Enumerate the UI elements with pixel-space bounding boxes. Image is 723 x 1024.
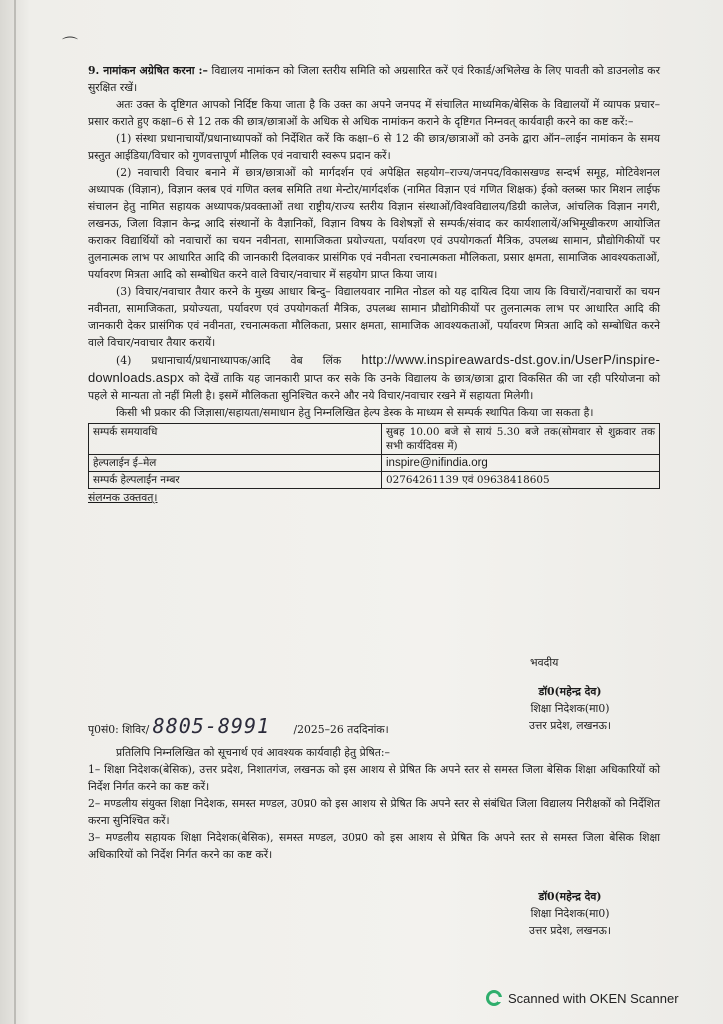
corner-mark: ⌒ xyxy=(62,35,79,54)
point-3: (3) विचार/नवाचार तैयार करने के मुख्य आधार बिन्दु– विद्यालयवार नामित नोडल को यह दायित्व दिया जाय कि विचारों/नवाचारों का चयन नवीनता, सामाजिकता, प्रयोज्यता, पर्यावरण एवं उपयोगकर्ता मैत्रिक, उपलब्ध सामान प्रौद्योगिकीयों पर तुलनात्मक लाभ पर आधारित आदि की जानकारी देकर प्रासंगिक एवं नवीनता, रचनात्मकता मौलिकता, प्रसार क्षमता, सामाजिक आवश्यकताओं, पर्यावरण मित्रता आदि को सम्बोधित करने वाले विचार/नवाचार तैयार करायें। xyxy=(88,285,660,349)
copy-list xyxy=(88,744,660,863)
scanner-label: Scanned with OKEN Scanner xyxy=(508,990,679,1006)
ref-number-handwritten: 8805-8991 xyxy=(152,714,271,738)
page-binding-edge xyxy=(14,0,16,1024)
oken-logo-icon xyxy=(486,990,502,1006)
copy-item: 2– मण्डलीय संयुक्त शिक्षा निदेशक, समस्त मण्डल, उ0प्र0 को इस आशय से प्रेषित कि अपने स्तर से संबंधित जिला विद्यालय निरीक्षकों को निर्देशित करना सुनिश्चित करें। xyxy=(88,797,660,827)
letter-body xyxy=(88,62,660,506)
helpdesk-table xyxy=(88,423,660,489)
point-4-suffix: को देखें ताकि यह जानकारी प्राप्त कर सके कि उनके विद्यालय के छात्र/छात्रा द्वारा विकसित की जा रही परियोजना को पहले से मान्यता तो नहीं मिली है। इसमें मौलिकता सुनिश्चित करने और नये विचार/नवाचार रखने में सहायता मिलेगी। xyxy=(88,372,660,402)
copy-item: 3– मण्डलीय सहायक शिक्षा निदेशक(बेसिक), समस्त मण्डल, उ0प्र0 को इस आशय से प्रेषित कि अपने स्तर से समस्त जिला बेसिक शिक्षा अधिकारियों को निर्देश निर्गत करने का कष्ट करें। xyxy=(88,831,660,861)
helpdesk-intro: किसी भी प्रकार की जिज्ञासा/सहायता/समाधान हेतु निम्नलिखित हेल्प डेस्क के माध्यम से सम्पर्क स्थापित किया जा सकता है। xyxy=(116,406,594,419)
para-9 xyxy=(88,62,660,96)
copy-item: 1– शिक्षा निदेशक(बेसिक), उत्तर प्रदेश, निशातगंज, लखनऊ को इस आशय से प्रेषित कि अपने स्तर से समस्त जिला बेसिक शिक्षा अधिकारियों को निर्देश निर्गत करने का कष्ट करें। xyxy=(88,763,660,793)
para-9-text: विद्यालय नामांकन को जिला स्तरीय समिति को अग्रसारित करें एवं रिकार्ड/अभिलेख के लिए पावती को डाउनलोड कर सुरक्षित रखें। xyxy=(88,64,660,94)
scanner-watermark xyxy=(486,990,679,1006)
signature-block-2 xyxy=(470,888,670,939)
signatory-title: शिक्षा निदेशक(मा0) xyxy=(530,702,610,715)
closing-text: भवदीय xyxy=(530,656,559,669)
point-2: (2) नवाचारी विचार बनाने में छात्र/छात्राओं को मार्गदर्शन एवं अपेक्षित सहयोग–राज्य/जनपद/विकासखण्ड सन्दर्भ समूह, मोटिवेशनल अध्यापक (विज्ञान), विज्ञान क्लब एवं गणित क्लब समिति तथा मेन्टोर/मार्गदर्शक (नामित विज्ञान एवं गणित शिक्षक) ईको क्लब्स फार मिशन लाईफ संचालन हेतु नामित सहायक अध्यापक/प्रवक्ताओं तथा राष्ट्रीय/राज्य स्तरीय विज्ञान संस्थाओं/विश्वविद्यालय/डिग्री कालेज, आंचलिक विज्ञान नगरी, लखनऊ, जिला विज्ञान केन्द्र आदि संस्थानों के वैज्ञानिकों, विज्ञान विषय के विशेषज्ञों से सम्पर्क/संवाद कर कार्यशालायें/अभिमूखीकरण आयोजित कराकर विद्यार्थियों को नवाचारों का चयन नवीनता, सामाजिकता प्रयोज्यता, पर्यावरण एवं उपयोगकर्ता मैत्रिक, उपलब्ध सामान, प्रौद्योगिकीयों पर तुलनात्मक लाभ पर आधारित आदि की जानकारी दिलवाकर प्रासंगिक एवं नवीनता रचनात्मकता मौलिकता, प्रसार क्षमता, सामाजिक आवश्यकताओं, पर्यावरण मित्रता आदि को सम्बोधित करने वाले विचार/नवाचार में सहयोग प्राप्त किया जाय। xyxy=(88,166,660,281)
intro-paragraph: अतः उक्त के दृष्टिगत आपको निर्दिष्ट किया जाता है कि उक्त का अपने जनपद में संचालित माध्यमिक/बेसिक के विद्यालयों में व्यापक प्रचार–प्रसार कराते हुए कक्षा–6 से 12 तक की छात्र/छात्राओं के अधिक से अधिक नामांकन कराने के दृष्टिगत निम्नवत् कार्यवाही करने का कष्ट करें:– xyxy=(88,98,660,128)
inspire-downloads-link[interactable]: http://www.inspireawards-dst.gov.in/UserP/inspire-downloads.aspx xyxy=(88,352,660,385)
point-4 xyxy=(88,351,660,404)
signatory-title: शिक्षा निदेशक(मा0) xyxy=(530,907,610,920)
ref-suffix: /2025–26 तददिनांक। xyxy=(293,723,389,736)
signatory-name: डॉ0(महेन्द्र देव) xyxy=(538,890,602,903)
helpdesk-label: हेल्पलाईन ई–मेल xyxy=(89,455,382,472)
para-9-label: 9. नामांकन अग्रेषित करना :– xyxy=(88,64,208,77)
signatory-name: डॉ0(महेन्द्र देव) xyxy=(538,685,602,698)
point-1: (1) संस्था प्रधानाचार्यों/प्रधानाध्यापकों को निर्देशित करें कि कक्षा–6 से 12 की छात्र/छात्राओं को उनके द्वारा ऑन–लाईन नामांकन के समय प्रस्तुत आईडिया/विचार को गुणवत्तापूर्ण मौलिक एवं नवाचारी स्वरूप प्रदान करें। xyxy=(88,132,660,162)
table-row xyxy=(89,455,660,472)
copy-intro: प्रतिलिपि निम्नलिखित को सूचनार्थ एवं आवश्यक कार्यवाही हेतु प्रेषित:– xyxy=(116,746,390,759)
signatory-place: उत्तर प्रदेश, लखनऊ। xyxy=(528,719,612,732)
helpdesk-value: सुबह 10.00 बजे से सायं 5.30 बजे तक(सोमवार से शुक्रवार तक सभी कार्यदिवस में) xyxy=(382,424,660,455)
helpdesk-label: सम्पर्क हेल्पलाईन नम्बर xyxy=(89,472,382,489)
signatory-place: उत्तर प्रदेश, लखनऊ। xyxy=(528,924,612,937)
helpdesk-email: inspire@nifindia.org xyxy=(382,455,660,472)
table-row xyxy=(89,424,660,455)
point-4-prefix: (4) प्रधानाचार्य/प्रधानाध्यापक/आदि वेब लिंक xyxy=(116,354,362,367)
helpdesk-label: सम्पर्क समयावधि xyxy=(89,424,382,455)
enclosure-note: संलग्नक उक्तवत्। xyxy=(88,491,158,504)
table-row xyxy=(89,472,660,489)
reference-line xyxy=(88,714,660,738)
ref-prefix: पृ0सं0: शिविर/ xyxy=(88,723,150,736)
helpdesk-phone: 02764261139 एवं 09638418605 xyxy=(382,472,660,489)
